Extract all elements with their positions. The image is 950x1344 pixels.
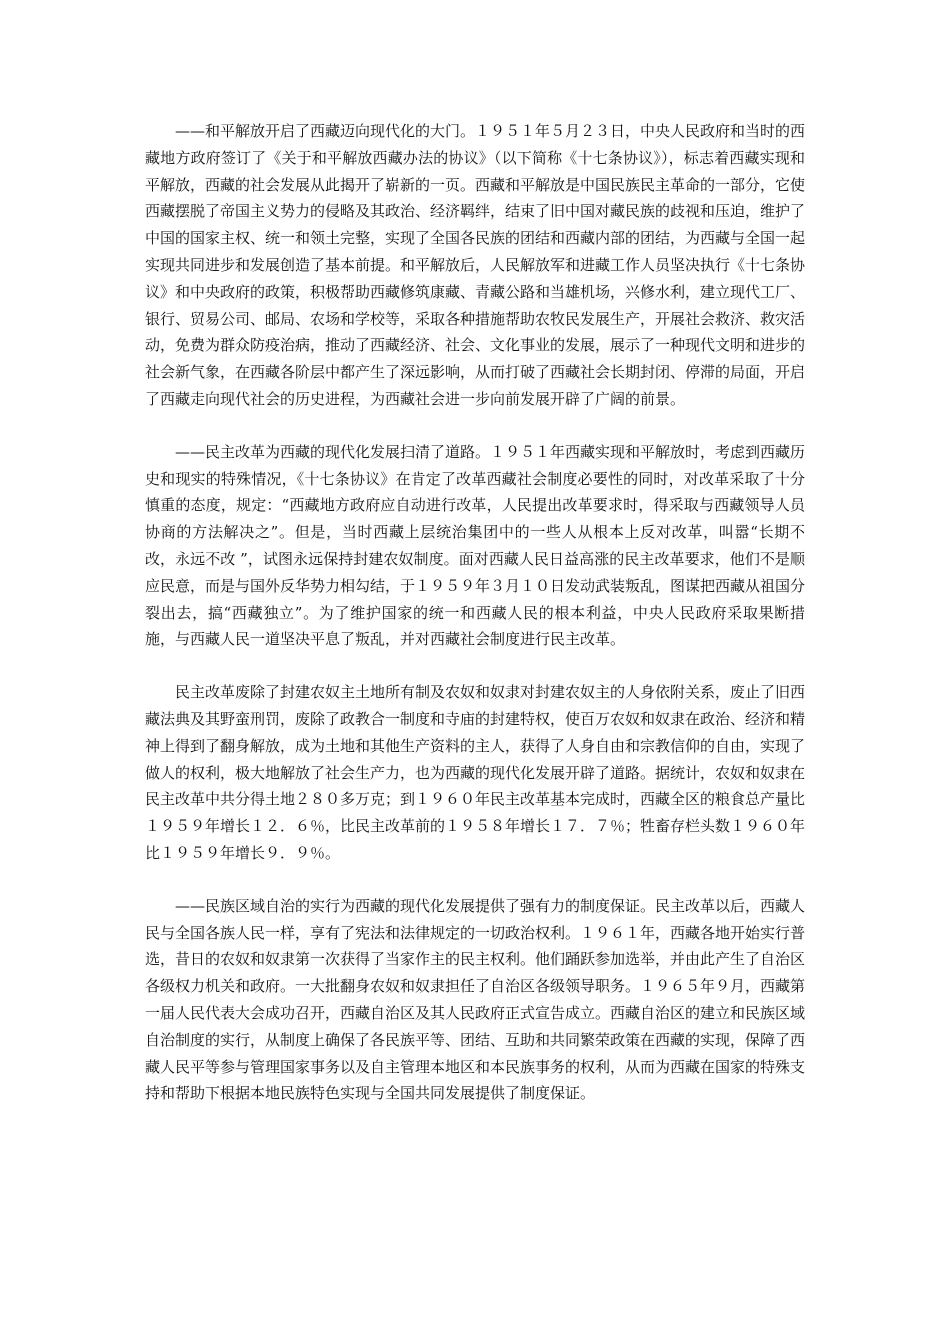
paragraph-democratic-reform: ——民主改革为西藏的现代化发展扫清了道路。１９５１年西藏实现和平解放时，考虑到西藏历史和现实的特殊情况，《十七条协议》在肯定了改革西藏社会制度必要性的同时，对改革采取了十分慎重的态度，规定：“西藏地方政府应自动进行改革，人民提出改革要求时，得采取与西藏领导人员协商的方法解决之”。但是，当时西藏上层统治集团中的一些人从根本上反对改革，叫嚣“长期不改，永远不改 ”，试图永远保持封建农奴制度。面对西藏人民日益高涨的民主改革要求，他们不是顺应民意，而是与国外反华势力相勾结，于１９５９年３月１０日发动武装叛乱，图谋把西藏从祖国分裂出去，搞“西藏独立”。为了维护国家的统一和西藏人民的根本利益，中央人民政府采取果断措施，与西藏人民一道坚决平息了叛乱，并对西藏社会制度进行民主改革。: [145, 442, 806, 649]
paragraph-reform-results: 民主改革废除了封建农奴主土地所有制及农奴和奴隶对封建农奴主的人身依附关系，废止了旧西藏法典及其野蛮刑罚，废除了政教合一制度和寺庙的封建特权，使百万农奴和奴隶在政治、经济和精神上得到了翻身解放，成为土地和其他生产资料的主人，获得了人身自由和宗教信仰的自由，实现了做人的权利，极大地解放了社会生产力，也为西藏的现代化发展开辟了道路。据统计，农奴和奴隶在民主改革中共分得土地２８０多万克；到１９６０年民主改革基本完成时，西藏全区的粮食总产量比１９５９年增长１２．６％，比民主改革前的１９５８年增长１７．７％；牲畜存栏头数１９６０年比１９５９年增长９．９％。: [145, 683, 806, 862]
paragraph-regional-autonomy: ——民族区域自治的实行为西藏的现代化发展提供了强有力的制度保证。民主改革以后，西藏人民与全国各族人民一样，享有了宪法和法律规定的一切政治权利。１９６１年，西藏各地开始实行普选，昔日的农奴和奴隶第一次获得了当家作主的民主权利。他们踊跃参加选举，并由此产生了自治区各级权力机关和政府。一大批翻身农奴和奴隶担任了自治区各级领导职务。１９６５年９月，西藏第一届人民代表大会成功召开，西藏自治区及其人民政府正式宣告成立。西藏自治区的建立和民族区域自治制度的实行，从制度上确保了各民族平等、团结、互助和共同繁荣政策在西藏的实现，保障了西藏人民平等参与管理国家事务以及自主管理本地区和本民族事务的权利，从而为西藏在国家的特殊支持和帮助下根据本地民族特色实现与全国共同发展提供了制度保证。: [145, 896, 806, 1103]
document-body: [145, 118, 805, 1133]
paragraph-peaceful-liberation: ——和平解放开启了西藏迈向现代化的大门。１９５１年５月２３日，中央人民政府和当时的西藏地方政府签订了《关于和平解放西藏办法的协议》（以下简称《十七条协议》），标志着西藏实现和平解放，西藏的社会发展从此揭开了崭新的一页。西藏和平解放是中国民族民主革命的一部分，它使西藏摆脱了帝国主义势力的侵略及其政治、经济羁绊，结束了旧中国对藏民族的歧视和压迫，维护了中国的国家主权、统一和领土完整，实现了全国各民族的团结和西藏内部的团结，为西藏与全国一起实现共同进步和发展创造了基本前提。和平解放后，人民解放军和进藏工作人员坚决执行《十七条协议》和中央政府的政策，积极帮助西藏修筑康藏、青藏公路和当雄机场，兴修水利，建立现代工厂、银行、贸易公司、邮局、农场和学校等，采取各种措施帮助农牧民发展生产，开展社会救济、救灾活动，免费为群众防疫治病，推动了西藏经济、社会、文化事业的发展，展示了一种现代文明和进步的社会新气象，在西藏各阶层中都产生了深远影响，从而打破了西藏社会长期封闭、停滞的局面，开启了西藏走向现代社会的历史进程，为西藏社会进一步向前发展开辟了广阔的前景。: [145, 122, 806, 408]
